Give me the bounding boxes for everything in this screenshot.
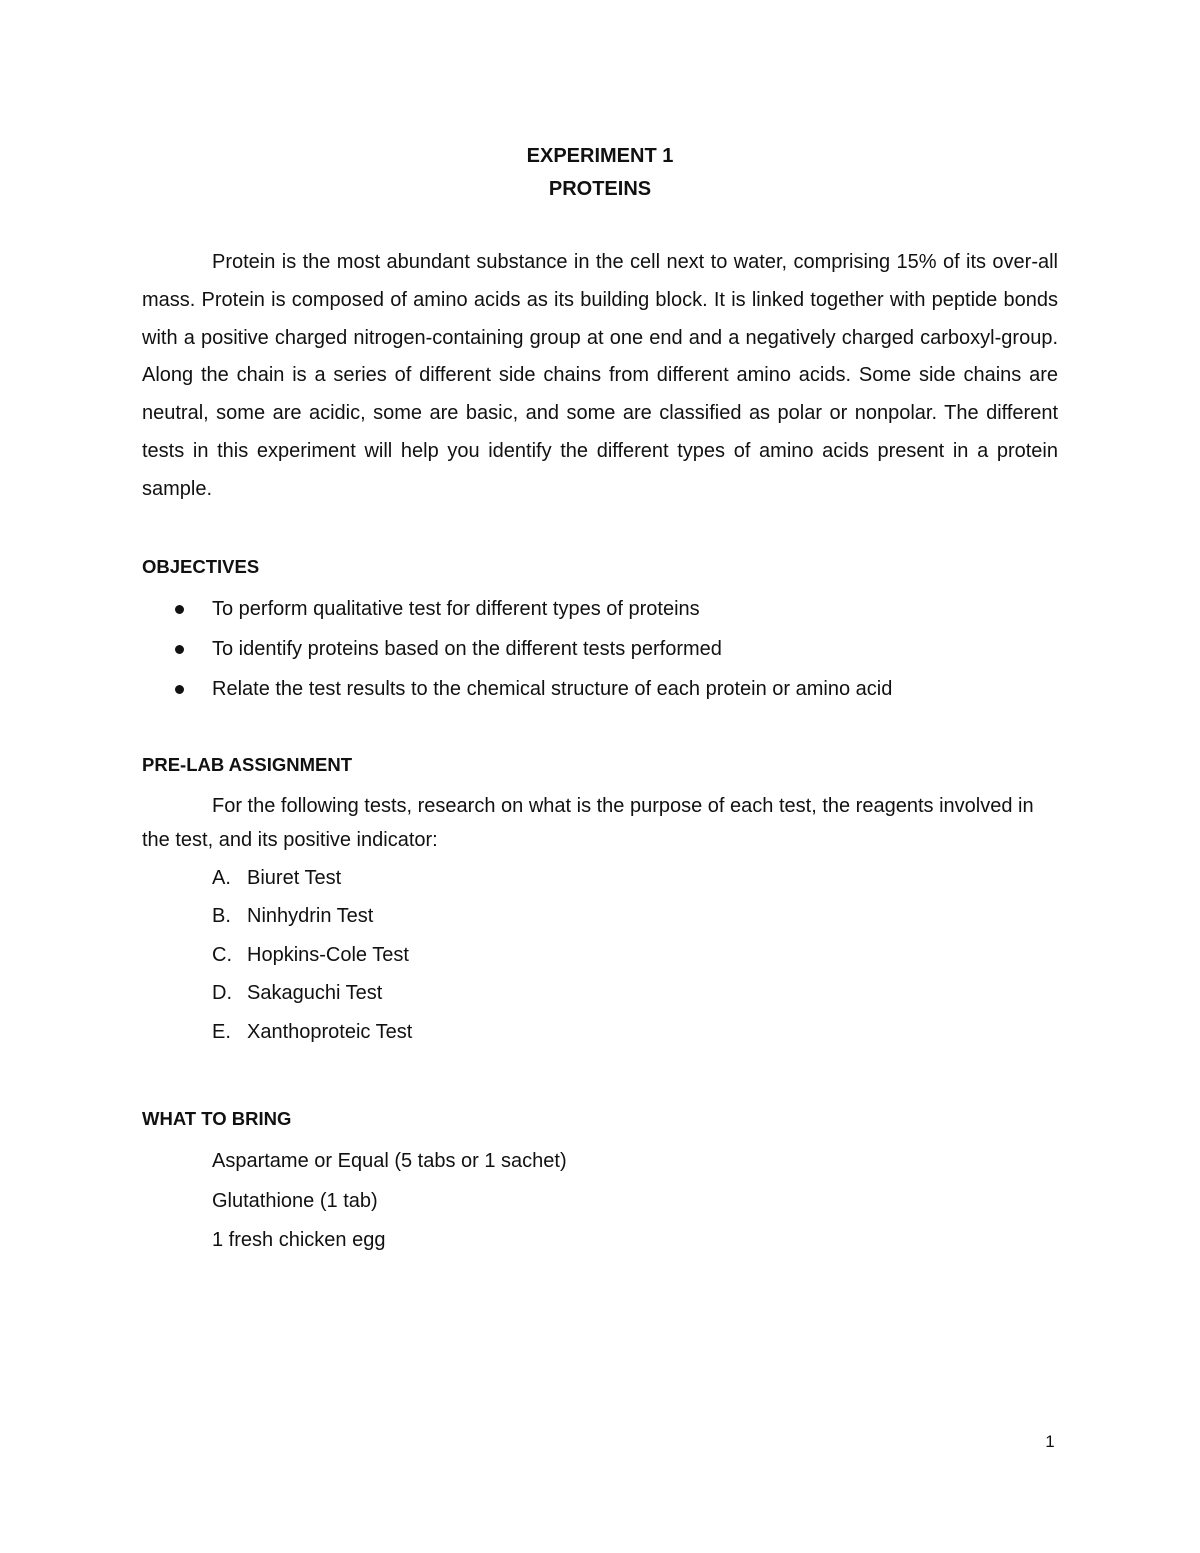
bullet-icon: [175, 645, 184, 654]
bring-list: [142, 1142, 1058, 1261]
test-letter: A.: [212, 866, 231, 889]
objective-item: [142, 589, 1058, 629]
test-letter: C.: [212, 943, 232, 966]
test-letter: B.: [212, 905, 231, 928]
experiment-subtitle: PROTEINS: [548, 178, 652, 200]
test-name: Hopkins-Cole Test: [247, 943, 409, 966]
experiment-title: EXPERIMENT 1: [526, 145, 674, 167]
what-to-bring-heading: WHAT TO BRING: [142, 1108, 292, 1130]
test-letter: D.: [212, 982, 232, 1005]
objectives-heading: OBJECTIVES: [142, 555, 260, 577]
bullet-icon: [175, 605, 184, 614]
prelab-instructions: For the following tests, research on what is the purpose of each test, the reagents involved in the test, and its positive indicator:: [142, 794, 1034, 851]
test-item: [142, 859, 1058, 898]
intro-paragraph: Protein is the most abundant substance in the cell next to water, comprising 15% of its over-all mass. Protein is composed of amino acids as its building block. It is linked together with peptide bonds with a positive charged nitrogen-containing group at one end and a negatively charged carboxyl-group. Along the chain is a series of different side chains from different amino acids. Some side chains are neutral, some are acidic, some are basic, and some are classified as polar or nonpolar. The different tests in this experiment will help you identify the different types of amino acids present in a protein sample.: [142, 251, 1058, 500]
test-item: [142, 1013, 1058, 1052]
test-letter: E.: [212, 1020, 231, 1043]
test-item: [142, 897, 1058, 936]
test-list: [142, 859, 1058, 1052]
bring-item: Aspartame or Equal (5 tabs or 1 sachet): [212, 1150, 567, 1173]
objective-text: To perform qualitative test for different types of proteins: [212, 597, 700, 620]
prelab-heading: PRE-LAB ASSIGNMENT: [142, 753, 353, 775]
objective-text: To identify proteins based on the different tests performed: [212, 637, 722, 660]
page-number: 1: [1045, 1432, 1055, 1451]
test-name: Biuret Test: [247, 866, 342, 889]
bring-item: Glutathione (1 tab): [212, 1189, 378, 1212]
objective-item: [142, 669, 1058, 709]
bullet-icon: [175, 685, 184, 694]
page-content: [142, 140, 1058, 1261]
test-item: [142, 936, 1058, 975]
test-name: Xanthoproteic Test: [247, 1020, 413, 1043]
test-name: Sakaguchi Test: [247, 982, 383, 1005]
objective-text: Relate the test results to the chemical structure of each protein or amino acid: [212, 677, 893, 700]
test-item: [142, 974, 1058, 1013]
bring-item: 1 fresh chicken egg: [212, 1229, 386, 1252]
test-name: Ninhydrin Test: [247, 905, 374, 928]
objectives-list: [142, 589, 1058, 709]
objective-item: [142, 629, 1058, 669]
